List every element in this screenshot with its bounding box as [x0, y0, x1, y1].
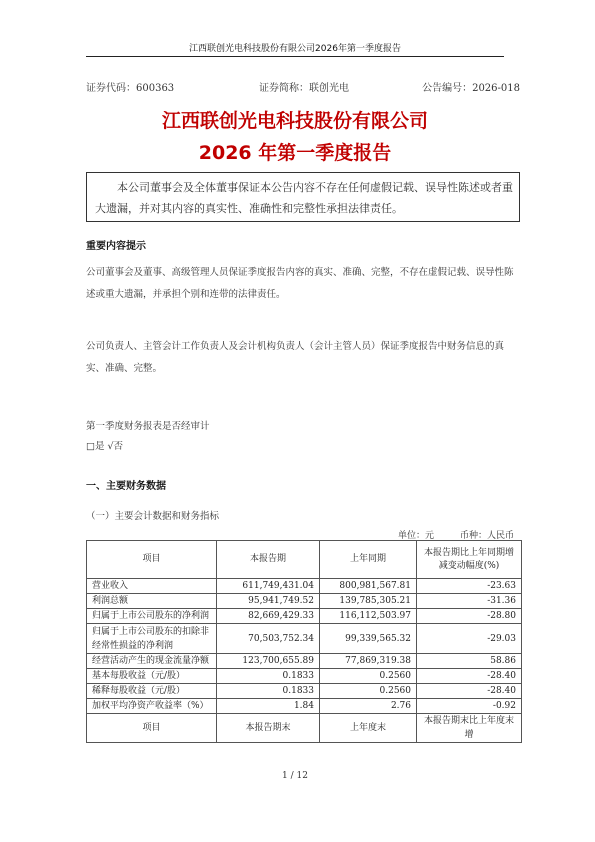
current-value: 611,749,431.04	[217, 579, 320, 594]
prior-value: 116,112,503.97	[320, 609, 417, 624]
table-row	[87, 669, 522, 684]
page-number: 1 / 12	[282, 771, 308, 781]
prior-value: 139,785,305.21	[320, 594, 417, 609]
subheader-change: 本报告期末比上年度末增	[417, 714, 522, 743]
prior-value: 2.76	[320, 699, 417, 714]
board-guarantee-notice: 本公司董事会及全体董事保证本公告内容不存在任何虚假记载、误导性陈述或者重大遗漏，并对其内容的真实性、准确性和完整性承担法律责任。	[86, 172, 520, 222]
prior-value: 0.2560	[320, 684, 417, 699]
unit-label: 单位：元	[398, 531, 435, 541]
current-value: 123,700,655.89	[217, 654, 320, 669]
audit-question: 第一季度财务报表是否经审计	[86, 421, 210, 432]
change-value: -29.03	[417, 624, 522, 654]
current-value: 0.1833	[217, 684, 320, 699]
row-label: 归属于上市公司股东的扣除非经常性损益的净利润	[87, 624, 217, 654]
notice-number: 公告编号：2026-018	[422, 83, 520, 94]
report-title-company: 江西联创光电科技股份有限公司	[161, 110, 428, 132]
subsection-accounting-data: （一）主要会计数据和财务指标	[86, 511, 220, 522]
subheader-period-end: 本报告期末	[217, 714, 320, 743]
table-subheader-row	[87, 714, 522, 743]
table-row	[87, 579, 522, 594]
change-value: -28.80	[417, 609, 522, 624]
current-value: 82,669,429.33	[217, 609, 320, 624]
important-tips-paragraph-2: 公司负责人、主管会计工作负责人及会计机构负责人（会计主管人员）保证季度报告中财务信息的真实、准确、完整。	[86, 341, 505, 374]
current-value: 0.1833	[217, 669, 320, 684]
report-title-period: 2026 年第一季度报告	[198, 142, 392, 164]
change-value: -28.40	[417, 669, 522, 684]
row-label: 加权平均净资产收益率（%）	[87, 699, 217, 714]
table-row	[87, 684, 522, 699]
change-value: -23.63	[417, 579, 522, 594]
prior-value: 0.2560	[320, 669, 417, 684]
running-header: 江西联创光电科技股份有限公司2026年第一季度报告	[189, 44, 401, 54]
table-header-row	[87, 541, 522, 579]
current-value: 1.84	[217, 699, 320, 714]
change-value: -31.36	[417, 594, 522, 609]
header-change-rate: 本报告期比上年同期增减变动幅度(%)	[417, 541, 522, 579]
header-item: 项目	[87, 541, 217, 579]
security-meta-row	[86, 79, 520, 93]
row-label: 基本每股收益（元/股）	[87, 669, 217, 684]
row-label: 稀释每股收益（元/股）	[87, 684, 217, 699]
section-main-financial-data: 一、主要财务数据	[86, 481, 166, 492]
security-code: 证券代码：600363	[86, 83, 175, 94]
financial-data-table	[86, 540, 522, 743]
current-value: 95,941,749.52	[217, 594, 320, 609]
table-row	[87, 594, 522, 609]
table-row	[87, 699, 522, 714]
important-tips-paragraph-1: 公司董事会及董事、高级管理人员保证季度报告内容的真实、准确、完整，不存在虚假记载、误导性陈述或重大遗漏，并承担个别和连带的法律责任。	[86, 267, 514, 300]
change-value: 58.86	[417, 654, 522, 669]
prior-value: 99,339,565.32	[320, 624, 417, 654]
audit-answer: □是 √否	[86, 441, 124, 452]
change-value: -0.92	[417, 699, 522, 714]
prior-value: 77,869,319.38	[320, 654, 417, 669]
header-prior-period: 上年同期	[320, 541, 417, 579]
subheader-item: 项目	[87, 714, 217, 743]
table-row	[87, 624, 522, 654]
current-value: 70,503,752.34	[217, 624, 320, 654]
unit-row	[86, 528, 520, 540]
row-label: 归属于上市公司股东的净利润	[87, 609, 217, 624]
table-row	[87, 609, 522, 624]
row-label: 营业收入	[87, 579, 217, 594]
subheader-prior-year-end: 上年度末	[320, 714, 417, 743]
row-label: 利润总额	[87, 594, 217, 609]
important-tips-heading: 重要内容提示	[86, 241, 146, 252]
header-current-period: 本报告期	[217, 541, 320, 579]
prior-value: 800,981,567.81	[320, 579, 417, 594]
currency-label: 币种：人民币	[459, 531, 514, 541]
row-label: 经营活动产生的现金流量净额	[87, 654, 217, 669]
header-rule	[86, 56, 504, 57]
security-abbreviation: 证券简称：联创光电	[259, 83, 349, 94]
change-value: -28.40	[417, 684, 522, 699]
table-row	[87, 654, 522, 669]
